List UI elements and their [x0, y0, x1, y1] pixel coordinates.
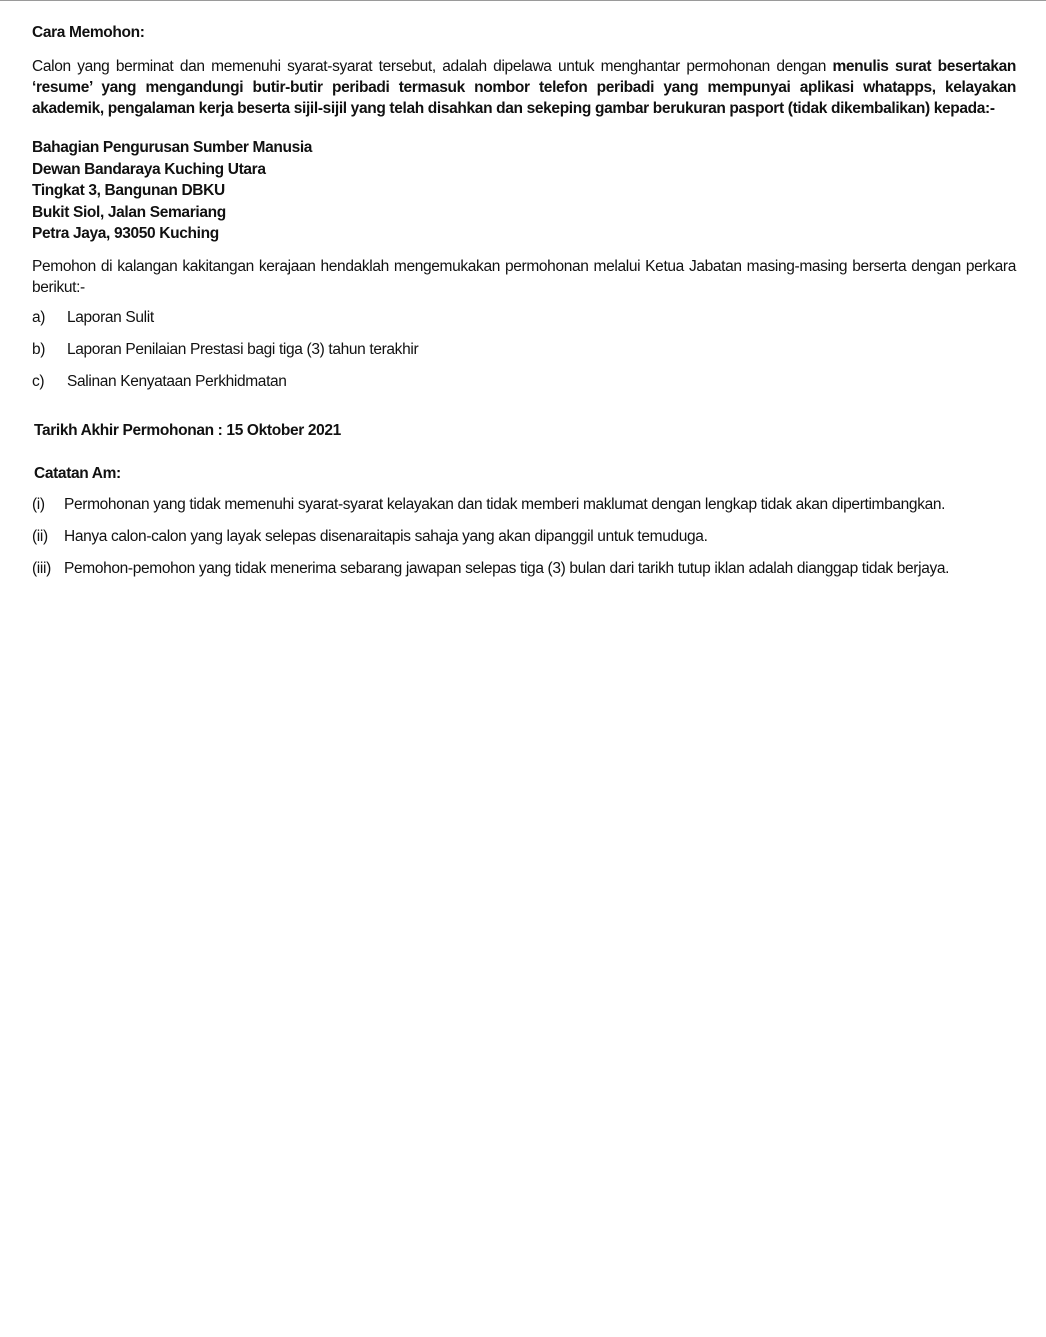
note-text: Permohonan yang tidak memenuhi syarat-syarat kelayakan dan tidak memberi maklumat dengan lengkap tidak akan dipertimbangkan. — [64, 496, 946, 513]
cara-memohon-heading: Cara Memohon: — [32, 24, 145, 41]
instructions-bold-text: menulis surat besertakan ‘resume’ yang mengandungi butir-butir peribadi termasuk nombor telefon peribadi yang mempunyai aplikasi whatapps, kelayakan akademik, pengalaman kerja beserta sijil-sijil yang telah disahkan dan sekeping gambar berukuran pasport (tidak dikembalikan) kepada:- — [32, 58, 1016, 117]
note-text: Pemohon-pemohon yang tidak menerima sebarang jawapan selepas tiga (3) bulan dari tarikh tutup iklan adalah dianggap tidak berjaya. — [64, 560, 950, 577]
note-item — [32, 528, 708, 546]
application-instructions — [32, 56, 1016, 119]
list-item-text: Laporan Penilaian Prestasi bagi tiga (3) tahun terakhir — [67, 341, 419, 358]
note-marker: (iii) — [32, 560, 51, 577]
address-line: Bahagian Pengurusan Sumber Manusia — [32, 139, 313, 156]
top-divider — [0, 0, 1046, 1]
note-item — [32, 496, 945, 514]
note-marker: (ii) — [32, 528, 48, 545]
list-item-text: Salinan Kenyataan Perkhidmatan — [67, 373, 287, 390]
address-line: Petra Jaya, 93050 Kuching — [32, 225, 219, 242]
note-marker: (i) — [32, 496, 45, 513]
mailing-address — [32, 137, 312, 245]
government-staff-instructions: Pemohon di kalangan kakitangan kerajaan hendaklah mengemukakan permohonan melalui Ketua Jabatan masing-masing berserta dengan perkara berikut:- — [32, 258, 1016, 296]
list-marker: c) — [32, 373, 45, 390]
list-marker: b) — [32, 341, 46, 358]
list-item — [32, 309, 154, 327]
instructions-plain-text: Calon yang berminat dan memenuhi syarat-syarat tersebut, adalah dipelawa untuk menghantar permohonan dengan — [32, 58, 833, 75]
list-marker: a) — [32, 309, 46, 326]
catatan-am-heading: Catatan Am: — [34, 465, 121, 482]
address-line: Bukit Siol, Jalan Semariang — [32, 203, 226, 221]
note-item — [32, 560, 949, 578]
closing-date: Tarikh Akhir Permohonan : 15 Oktober 2021 — [34, 422, 341, 439]
address-line: Dewan Bandaraya Kuching Utara — [32, 160, 266, 178]
address-line: Tingkat 3, Bangunan DBKU — [32, 182, 225, 199]
note-text: Hanya calon-calon yang layak selepas disenaraitapis sahaja yang akan dipanggil untuk temuduga. — [64, 528, 708, 545]
list-item — [32, 373, 287, 391]
list-item — [32, 341, 418, 359]
list-item-text: Laporan Sulit — [67, 309, 154, 326]
